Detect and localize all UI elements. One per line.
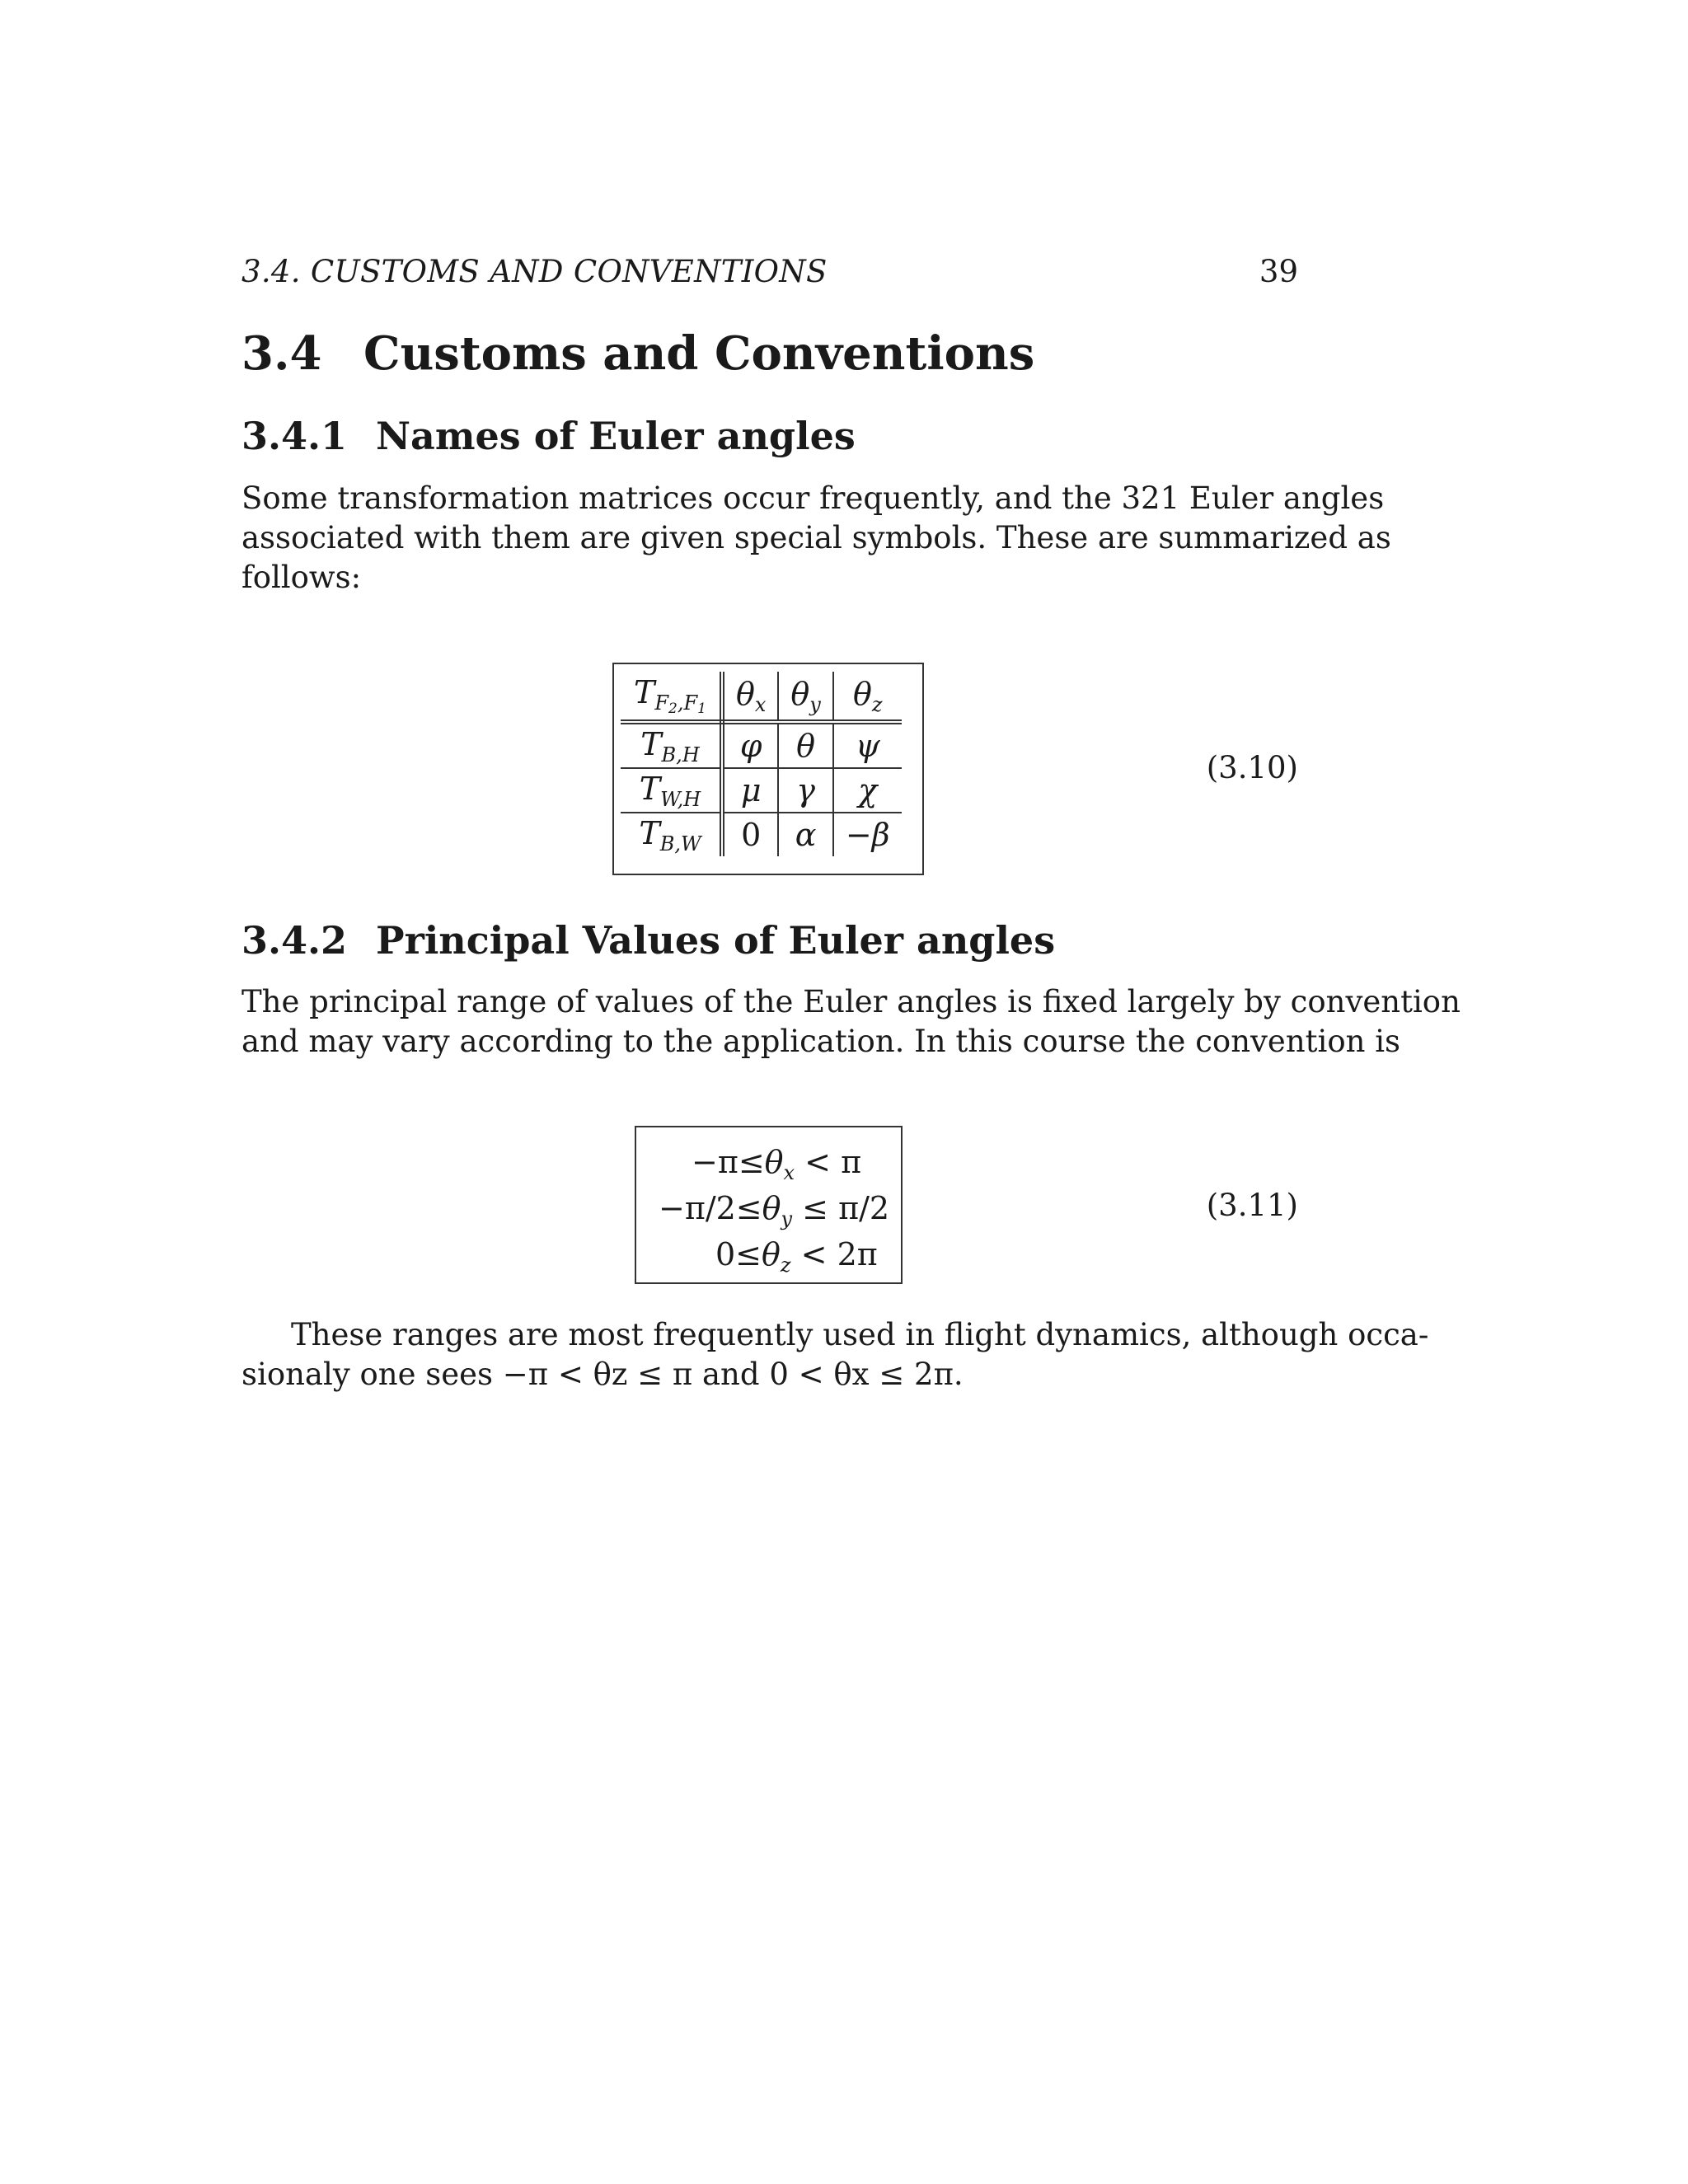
range-theta-y: $-\pi/2\le\theta_y \le \pi/2$ [659,1190,890,1230]
section-heading [241,326,1034,381]
equation-number-3-11: (3.11) [1206,1188,1298,1223]
table-cell: χ [833,768,902,813]
table-cell: φ [722,722,778,768]
paragraph-closing [241,1315,1429,1394]
subsection-number: 3.4.1 [241,414,348,458]
subsection-title: Names of Euler angles [376,414,856,458]
euler-angle-table [612,663,924,875]
table-cell: $T_{B,H}$ [621,722,722,768]
table-header-cell: $\theta_x$ [722,672,778,722]
table-cell: α [778,813,832,856]
page-number: 39 [1259,254,1298,289]
table-cell: μ [722,768,778,813]
table-cell: −β [845,817,890,853]
paragraph-line: Some transformation matrices occur frequently, and the 321 Euler angles [241,480,1385,516]
paragraph-line: associated with them are given special symbols. These are summarized as [241,520,1391,555]
table-row [621,813,902,856]
paragraph-line: sionaly one sees −π < θz ≤ π and 0 < θx ≤ 2π. [241,1357,964,1392]
paragraph-line: follows: [241,560,362,595]
subsection-heading-principal [241,918,1055,963]
paragraph-names [241,479,1391,598]
paragraph-line: and may vary according to the application. In this course the convention is [241,1024,1401,1059]
table-row [621,722,902,768]
table-header-row [621,672,902,722]
table-cell: θ [778,722,832,768]
range-theta-z: $0\le\theta_z < 2\pi$ [715,1236,878,1277]
euler-table-grid [621,672,902,856]
range-theta-x: $-\pi\le\theta_x < \pi$ [692,1144,862,1184]
principal-range-box [635,1126,903,1284]
subsection-heading-names [241,414,856,458]
section-number: 3.4 [241,326,322,381]
paragraph-line: These ranges are most frequently used in flight dynamics, although occa- [291,1317,1429,1352]
subsection-number: 3.4.2 [241,918,348,963]
table-cell: 0 [722,813,778,856]
subsection-title: Principal Values of Euler angles [376,918,1056,963]
table-row [621,768,902,813]
table-cell: ψ [833,722,902,768]
table-header-cell: $T_{F_2,F_1}$ [621,672,722,722]
table-cell: $T_{B,W}$ [621,813,722,856]
section-title: Customs and Conventions [363,326,1035,381]
table-header-cell: $\theta_z$ [833,672,902,722]
table-cell: γ [778,768,832,813]
table-cell: $T_{W,H}$ [621,768,722,813]
paragraph-principal [241,982,1461,1062]
table-header-cell: $\theta_y$ [778,672,832,722]
running-head: 3.4. CUSTOMS AND CONVENTIONS [241,254,828,289]
paragraph-line: The principal range of values of the Euler angles is fixed largely by convention [241,984,1461,1019]
equation-number-3-10: (3.10) [1206,750,1298,785]
